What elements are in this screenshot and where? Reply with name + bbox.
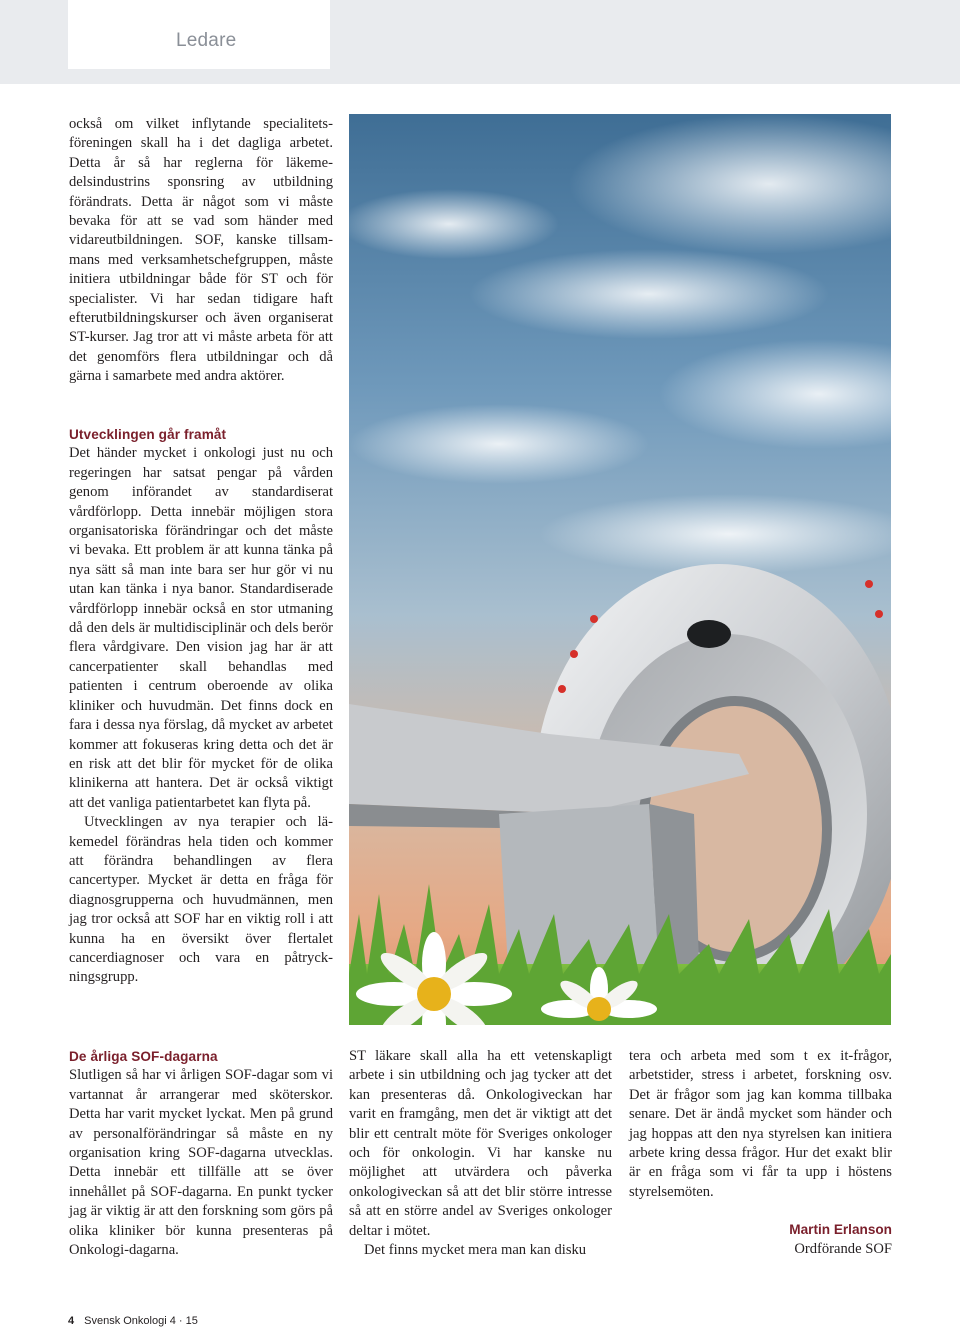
column-2 (349, 1047, 612, 1260)
author-title: Ordförande SOF (794, 1240, 892, 1257)
signature (629, 1220, 892, 1259)
section-heading: Utvecklingen går framåt (69, 427, 227, 442)
column-3 (629, 1047, 892, 1259)
column-1-middle (69, 425, 333, 988)
continuation-paragraph: också om vilket inflytande specialitetsföreningen skall ha i det dagliga arbetet. Detta år så har reglerna för läkemedelsindustrins sponsring av utbildning förändrats. Detta är något som vi måste bevaka för att se vad som händer med vidareutbildningen. SOF, kanske tillsammans med verksamhetschefgruppen, måste initiera utbildningar både för ST och för specialister. Vi har sedan tidigare haft efterutbildningskurser och även organiserat ST-kurser. Jag tror att vi måste arbeta för att det genomförs flera utbildningar och då gärna i samarbete med andra aktörer. (69, 116, 333, 385)
journal-issue: Svensk Onkologi 4 · 15 (84, 1315, 198, 1327)
author-name: Martin Erlanson (789, 1222, 892, 1238)
paragraph: ST läkare skall alla ha ett vetenskapligt arbete i sin utbildning och jag tycker att det kan presenteras då. Onkologiveckan har varit en framgång, men det är viktigt att det blir ett centralt möte för Sveriges onkologer och för onkologin. Vi har kanske nu möjlighet att utvärdera och påverka onkologiveckan så att det blir större intresse så att en större andel av Sveriges onkologer deltar i mötet. (349, 1048, 612, 1239)
paragraph: Slutligen så har vi årligen SOF-dagar som vi vartannat år arrangerar med sköterskor. Detta har varit mycket lyckat. Men på grund av personalförändringar så måste en ny organisation kring SOF-dagarna utvecklas. Detta innebär ett tillfälle att se över innehållet på SOF-dagarna. En punkt tycker jag är viktig är att den forskning som görs på olika kliniker bör kunna presenteras på Onkologi-dagarna. (69, 1067, 333, 1259)
column-1-top (69, 115, 333, 387)
ct-scanner-photo (349, 114, 891, 1025)
paragraph: Det finns mycket mera man kan disku (364, 1242, 587, 1259)
section-heading: De årliga SOF-dagarna (69, 1049, 218, 1064)
section-label: Ledare (68, 0, 330, 69)
column-1-bottom (69, 1047, 333, 1260)
page-footer (68, 1315, 198, 1327)
paragraph: Utvecklingen av nya terapier och läkemedel förändras hela tiden och kommer att förändra behandlingen av flera cancertyper. Mycket är detta en fråga för diagnosgrupperna och huvudmännen, men jag tror också att SOF har en viktig roll i att kunna ha en översikt över flertalet cancerdiagnoser och vara en påtryckningsgrupp. (69, 814, 333, 986)
paragraph: Det händer mycket i onkologi just nu och regeringen har satsat pengar på vården genom införandet av standardiserat vårdförlopp. Detta innebär möjligen stora organisatoriska förändringar och det måste vi bevaka. Ett problem är att kunna tänka på nya sätt så man inte bara ser hur gör vi nu utan kan tänka i nya banor. Standardiserade vårdförlopp innebär också en stor utmaning då den dels är multidisciplinär och dels berör flera vårdgivare. Den vision jag har är att cancerpatienter skall behandlas med patienten i centrum oberoende av olika kliniker och huvudmän. Det finns dock en fara i dessa nya förslag, då mycket av arbetet kommer att fokuseras kring detta och det är en risk att det blir för mycket för de olika klinikerna att hantera. Det är också viktigt att det vanliga patientarbetet kan flyta på. (69, 445, 333, 811)
paragraph: tera och arbeta med som t ex it-frågor, arbetstider, stress i arbetet, forskning osv. Det är frågor som jag kan komma tillbaka senare. Det är ändå mycket som händer och jag hoppas att den nya styrelsen kan initiera arbete kring dessa frågor. Hur det exakt blir är en fråga som vi får ta upp i höstens styrelsemöten. (629, 1048, 892, 1200)
page-number: 4 (68, 1315, 75, 1327)
